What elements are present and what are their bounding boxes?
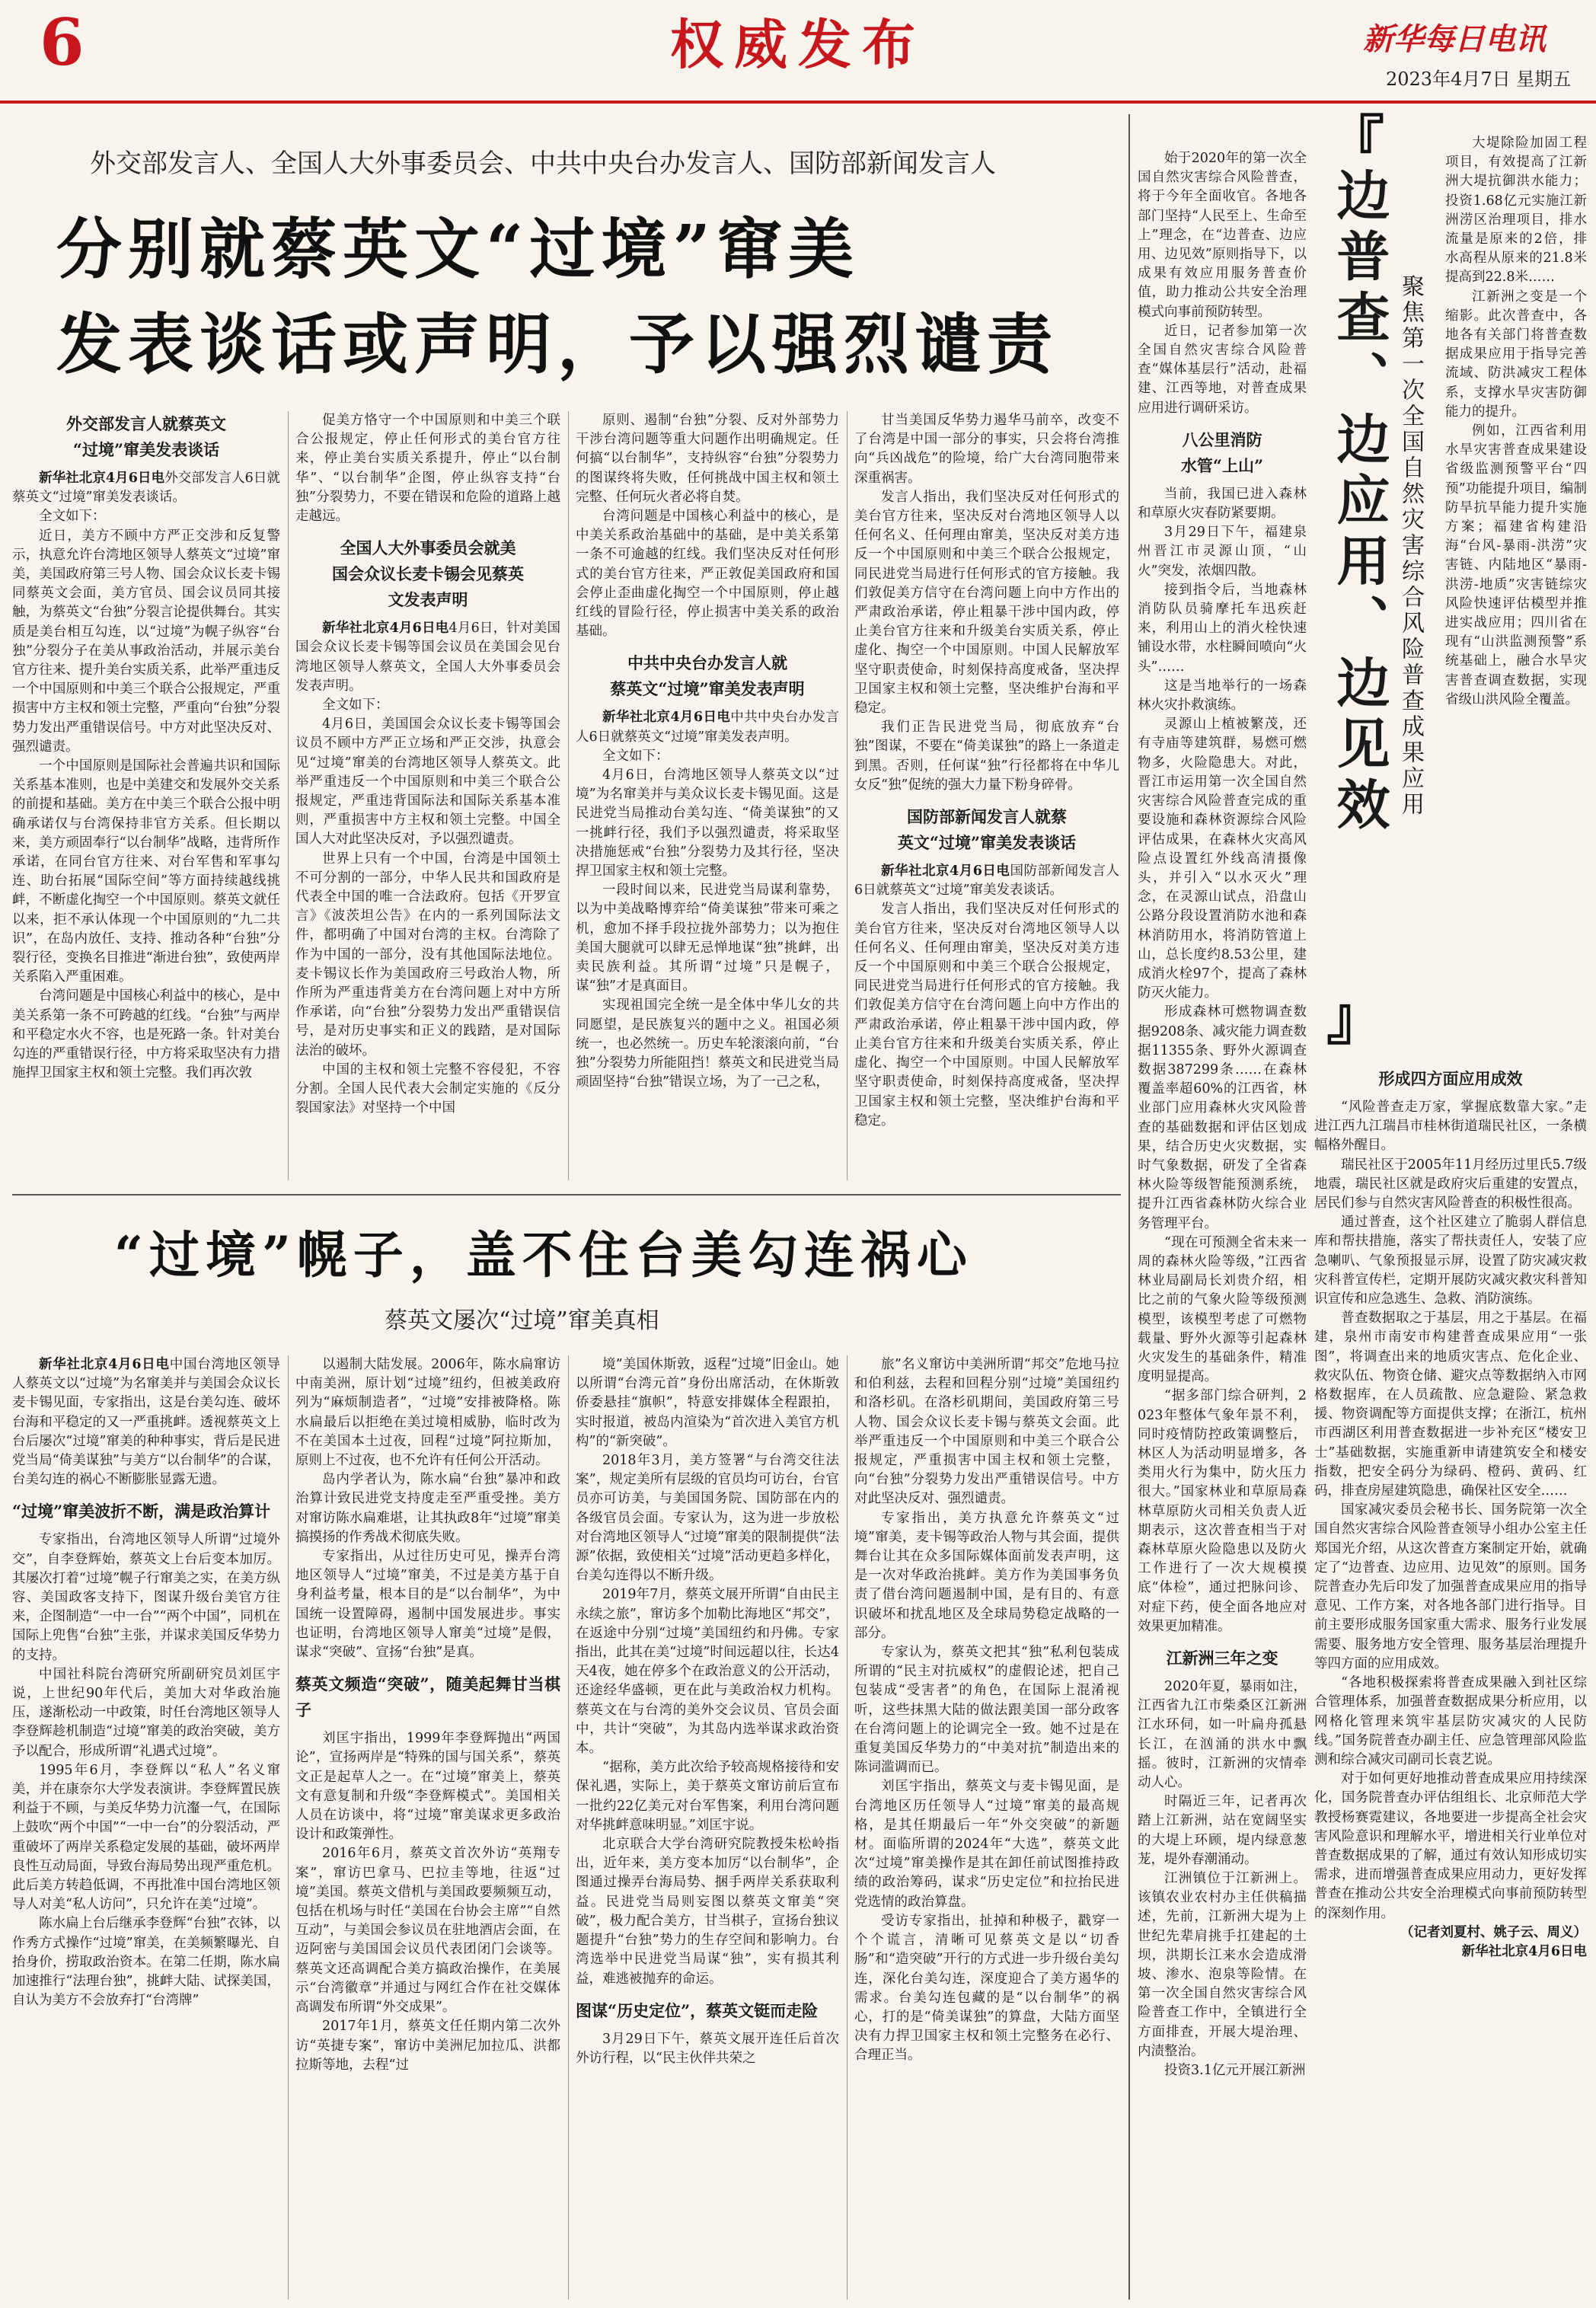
paragraph: 受访专家指出，扯掉和种极子，戳穿一个个谎言，清晰可见蔡英文是以“切香肠”和“造突破”开行的方式进一步升级台美勾连，深化台美勾连，深度迎合了美方遏华的需求。台美勾连包藏的是“以台制华”的祸心，打的是“倚美谋独”的算盘，大陆方面坚决有力捍卫国家主权和领土完整务在必行、合理正当。 [854, 1913, 1119, 2064]
dateline: 新华社北京4月6日电 [881, 864, 1010, 879]
sidebar-column-1 [1138, 149, 1307, 2300]
paragraph: 2019年7月，蔡英文展开所谓“自由民主永续之旅”，窜访多个加勒比海地区“邦交”，在返途中分别“过境”美国纽约和丹佛。专家指出，此其在美“过境”时间远超以往，长达4天4夜，她在停多个在政治意义的公开活动，还途经华盛顿，更在此与美政治权力机构。蔡英文在与台湾的美外交会议员、官员会面中，共计“突破”，为其岛内选举谋求政治资本。 [576, 1587, 839, 1757]
paragraph: 专家指出，从过往历史可见，操弄台湾地区领导人“过境”窜美，不过是美方基于自身利益考量，根本目的是“以台制华”，为中国统一设置障碍，遏制中国发展进步。事实也证明，台湾地区领导人窜美“过境”是假，谋求“突破”、宣扬“台独”是真。 [295, 1549, 560, 1661]
paragraph: 3月29日下午，蔡英文展开连任后首次外访行程，以“民主伙伴共荣之 [576, 2031, 839, 2066]
paragraph: 国家减灾委员会秘书长、国务院第一次全国自然灾害综合风险普查领导小组办公室主任郑国光介绍，从这次普查方案制定开始，就确定了“边普查、边应用、边见效”的原则。国务院普查办先后印发了加强普查成果应用的指导意见、工作方案，对各地各部门进行指导。目前主要形成服务国家重大需求、服务行业发展需要、服务地方安全管理、服务基层治理提升等四方面的应用成效。 [1314, 1502, 1587, 1671]
paragraph: 投资3.1亿元开展江新洲 [1164, 2063, 1306, 2079]
paragraph: 刘匡宇指出，1999年李登辉抛出“两国论”，宣扬两岸是“特殊的国与国关系”，蔡英文正是起草人之一。在“过境”窜美上，蔡英文有意复制和升级“李登辉模式”。美国相关人员在访谈中，将“过境”窜美谋求更多政治设计和政策弹性。 [295, 1731, 560, 1843]
paragraph: 世界上只有一个中国，台湾是中国领土不可分割的一部分，中华人民共和国政府是代表全中国的唯一合法政府。包括《开罗宣言》《波茨坦公告》在内的一系列国际法文件，都明确了中国对台湾的主权。台湾除了作为中国的一部分，没有其他国际法地位。麦卡锡议长作为美国政府三号政治人物，所作所为严重违背美方在台湾问题上对中方所作承诺，向“台独”分裂势力发出严重错误信号，是对历史事实和正义的践踏，是对国际法治的破坏。 [295, 851, 560, 1058]
story2-subhead-1: “过境”窜美波折不断，满是政治算计 [12, 1502, 271, 1521]
paragraph: 这是当地举行的一场森林火灾扑救演练。 [1138, 678, 1307, 713]
story-divider [12, 1194, 1121, 1195]
sidebar-column-2-lower [1314, 1066, 1587, 2300]
paragraph: 刘匡宇指出，蔡英文与麦卡锡见面，是台湾地区历任领导人“过境”窜美的最高规格，是其任期最后一年“外交突破”的新题材。面临所谓的2024年“大选”，蔡英文此次“过境”窜美操作是其在卸任前试图推持政绩的政治筹码，谋求“历史定位”和拉抬民进党选情的政治算盘。 [854, 1779, 1119, 1910]
sidebar-subtitle: 聚焦第一次全国自然灾害综合风险普查成果应用 [1397, 274, 1424, 818]
paragraph: 形成森林可燃物调查数据9208条、减灾能力调查数据11355条、野外火源调查数据387299条……在森林覆盖率超60%的江西省，林业部门应用森林火灾风险普查的基础数据和评估区划成果，结合历史火灾数据，实时气象数据，研发了全省森林火险等级智能预测系统，提升江西省森林防火综合业务管理平台。 [1138, 1004, 1307, 1231]
paragraph: 时隔近三年，记者再次踏上江新洲，站在宽阔坚实的大堤上环顾，堤内绿意葱茏，堤外春潮涌动。 [1138, 1794, 1307, 1867]
byline: （记者刘夏村、姚子云、周义） [1400, 1924, 1587, 1940]
story1-headline-line1: 分别就蔡英文“过境”窜美 [56, 211, 860, 288]
issue-date: 2023年4月7日 星期五 [1386, 69, 1572, 90]
sidebar-title: 边普查、边应用、边见效 [1328, 168, 1391, 838]
dateline: 新华社北京4月6日电 [1461, 1943, 1587, 1959]
paragraph: 3月29日下午，福建泉州晋江市灵源山顶，“山火”突发，浓烟四散。 [1138, 525, 1307, 579]
paragraph: 原则、遏制“台独”分裂、反对外部势力干涉台湾问题等重大问题作出明确规定。任何搞“以台制华”，支持纵容“台独”分裂势力的图谋终将失败，任何挑战中国主权和领土完整、任何玩火者必将自焚。 [576, 413, 839, 505]
story2-column-2 [295, 1355, 560, 2300]
story1-headline-line2: 发表谈话或声明，予以强烈谴责 [56, 306, 1058, 383]
paragraph: 普查数据取之于基层，用之于基层。在福建，泉州市南安市构建普查成果应用“一张图”，将调查出来的地质灾害点、危化企业、救灾队伍、物资仓储、避灾点等数据纳入市网格数据库，在人员疏散、应急避险、紧急救援、物资调配等方面提供支撑；在浙江，杭州市西湖区利用普查数据进一步补充区“楼安卫士”基础数据，实施重新申请建筑安全和楼安指数，把安全码分为绿码、橙码、黄码、红码，排查房屋建筑隐患，确保社区安全…… [1314, 1310, 1587, 1499]
paragraph: 灵源山上植被繁茂，还有寺庙等建筑群，易燃可燃物多，火险隐患大。对此，晋江市运用第一次全国自然灾害综合风险普查完成的重要设施和森林资源综合风险评估成果，在森林火灾高风险点设置红外线高清摄像头，并引入“以水灭火”理念，在灵源山试点，沿盘山公路分段设置消防水池和森林消防用水，将消防管道上山，总长度约8.53公里，建成消火栓97个，提高了森林防灭火能力。 [1138, 717, 1307, 1001]
subhead-line: 中共中央台办发言人就 [627, 653, 787, 673]
sidebar-column-2-upper [1445, 134, 1587, 1017]
sidebar-subhead-2: 江新洲三年之变 [1166, 1649, 1278, 1668]
story1-column-4 [854, 411, 1119, 1180]
story2-subhead-2: 蔡英文频造“突破”，随美起舞甘当棋子 [295, 1674, 560, 1720]
title-bracket-close: 』 [1326, 985, 1384, 1052]
paragraph: 岛内学者认为，陈水扁“台独”暴冲和政治算计致民进党支持度走至严重受挫。美方对窜访陈水扁难堪，让其执政8年“过境”窜美搞摸扬的作秀战术彻底失败。 [295, 1472, 560, 1545]
header-rule [0, 101, 1596, 104]
paragraph: 甘当美国反华势力遏华马前卒，改变不了台湾是中国一部分的事实，只会将台湾推向“兵凶战危”的险境，给广大台湾同胞带来深重祸害。 [854, 413, 1119, 486]
subhead-line: “过境”窜美发表谈话 [72, 440, 220, 459]
dateline-paragraph [576, 708, 839, 746]
dateline: 新华社北京4月6日电 [39, 471, 165, 486]
story1-column-2 [295, 411, 560, 1180]
story1-subhead-mnd [854, 804, 1119, 856]
story2-column-3 [576, 1355, 839, 2300]
paragraph: 近日，美方不顾中方严正交涉和反复警示，执意允许台湾地区领导人蔡英文“过境”窜美，美国政府第三号人物、国会众议长麦卡锡同蔡英文会面，美方官员、国会议员同其接触，为蔡英文“台独”分裂言论提供舞台。其实质是美台相互勾连，以“过境”为幌子纵容“台独”分裂分子在美从事政治活动，并展示美台官方往来、提升美台实质关系，此举严重违反一个中国原则和中美三个联合公报规定，严重损害中方主权和领土完整，严重向“台独”分裂势力发出严重错误信号。中方对此坚决反对、强烈谴责。 [12, 528, 280, 755]
paragraph: “现在可预测全省未来一周的森林火险等级，”江西省林业局副局长刘贵介绍，相比之前的气象火险等级预测模型，该模型考虑了可燃物载量、野外火源等引起森林火灾发生的基础条件，精准度明显提高。 [1138, 1234, 1307, 1385]
paragraph: 对于如何更好地推动普查成果应用持续深化，国务院普查办评估组组长、北京师范大学教授杨赛霓建议，各地要进一步提高全社会灾害风险意识和理解水平，增进相关行业单位对普查数据成果的了解，通过有效认知形成切实需求，进而增强普查成果应用动力，更好发挥普查在推动公共安全治理模式向事前预防转型的深刻作用。 [1314, 1771, 1587, 1921]
paragraph: 大堤除险加固工程项目，有效提高了江新洲大堤抗御洪水能力；投资1.68亿元实施江新洲涝区治理项目，排水流量是原来的2倍，排水高程从原来的21.8米提高到22.8米…… [1445, 136, 1587, 286]
dateline-paragraph [854, 862, 1119, 900]
dateline-paragraph [12, 1355, 280, 1489]
paragraph: 瑞民社区于2005年11月经历过里氏5.7级地震，瑞民社区就是政府灾后重建的安置点，居民们参与自然灾害风险普查的积极性很高。 [1314, 1157, 1587, 1211]
title-bracket-open: 『 [1326, 109, 1384, 177]
paragraph: 通过普查，这个社区建立了脆弱人群信息库和帮扶措施，落实了帮扶责任人，安装了应急喇叭、气象预报显示屏，设置了防灾减灾救灾科普宣传栏，定期开展防灾减灾救灾科普知识宣传和应急逃生、急救、消防演练。 [1314, 1215, 1587, 1307]
story2-headline: “过境”幌子，盖不住台美勾连祸心 [114, 1225, 973, 1285]
dateline-paragraph [12, 469, 280, 507]
story2-column-4 [854, 1355, 1119, 2300]
story1-subhead-tao [576, 650, 839, 702]
story2-subhead-3: 图谋“历史定位”，蔡英文铤而走险 [576, 2000, 819, 2020]
paragraph: 台湾问题是中国核心利益中的核心，是中美关系第一条不可跨越的红线。“台独”与两岸和平稳定水火不容，也是死路一条。针对美台勾连的严重错误行径，中方将采取坚决有力措施捍卫国家主权和领土完整。我们再次敦 [12, 988, 280, 1081]
paragraph: 发言人指出，我们坚决反对任何形式的美台官方往来，坚决反对台湾地区领导人以任何名义、任何理由窜美，坚决反对美方违反一个中国原则和中美三个联合公报规定，同民进党当局进行任何形式的官方接触。我们敦促美方信守在台湾问题上向中方作出的严肃政治承诺，停止粗暴干涉中国内政，停止美台官方往来和升级美台实质关系，停止虚化、掏空一个中国原则。中国人民解放军坚守职责使命，时刻保持高度戒备，坚决捍卫国家主权和领土完整，坚决维护台海和平稳定。 [854, 489, 1119, 717]
paragraph: 促美方恪守一个中国原则和中美三个联合公报规定，停止任何形式的美台官方往来，停止美台实质关系提升，停止“以台制华”、“以台制华”企图，停止纵容支持“台独”分裂势力，不要在错误和危险的道路上越走越远。 [295, 413, 560, 525]
paragraph: 专家认为，蔡英文把其“独”私利包装成所谓的“民主对抗威权”的虚假论述，把自己包装成“受害者”的角色，在国际上混淆视听，这些抹黑大陆的做法跟美国一部分政客在台湾问题上的论调完全一致。她不过是在重复美国反华势力的“中美对抗”制造出来的陈词滥调而已。 [854, 1645, 1119, 1776]
subhead-line: 国会众议长麦卡锡会见蔡英 [332, 564, 524, 584]
sidebar-subhead-1 [1138, 427, 1307, 479]
paragraph: 1995年6月，李登辉以“私人”名义窜美，并在康奈尔大学发表演讲。李登辉置民族利益于不顾，与美反华势力沆瀣一气，在国际上鼓吹“两个中国”“一中一台”的分裂活动，严重破坏了两岸关系稳定发展的基础，破坏两岸良性互动局面，导致台海局势出现严重危机。此后美方转趋低调，不再批准中国台湾地区领导人对美“私人访问”，只允许在美“过境”。 [12, 1762, 280, 1913]
paragraph: “各地积极探索将普查成果融入到社区综合管理体系，加强普查数据成果分析应用，以网格化管理来筑牢基层防灾减灾的人民防线。”国务院普查办副主任、应急管理部风险监测和综合减灾司副司长袁艺说。 [1314, 1675, 1587, 1767]
paragraph: 境”美国休斯敦，返程“过境”旧金山。她以所谓“台湾元首”身份出席活动，在休斯敦侨委悬挂“旗帜”，特意安排媒体全程跟拍，实时报道，被岛内渲染为“首次进入美官方机构”的“新突破”。 [576, 1357, 839, 1449]
paragraph: 全文如下： [322, 698, 389, 713]
paragraph: 近日，记者参加第一次全国自然灾害综合风险普查“媒体基层行”活动，赴福建、江西等地，对普查成果应用进行调研采访。 [1138, 323, 1307, 416]
section-title: 权威发布 [670, 13, 926, 76]
paragraph: 例如，江西省利用水旱灾害普查成果建设省级监测预警平台“四预”功能提升项目，编制防旱抗旱能力提升实施方案；福建省构建沿海“台风-暴雨-洪涝”灾害链、内陆地区“暴雨-洪涝-地质”灾害链综灾风险快速评估模型并推进实战应用；四川省在现有“山洪监测预警”系统基础上，融合水旱灾害普查调查数据，实现省级山洪风险全覆盖。 [1445, 423, 1587, 707]
paragraph: 接到指令后，当地森林消防队员骑摩托车迅疾赶来，利用山上的消火栓快速铺设水带，水柱瞬间喷向“火头”…… [1138, 582, 1307, 675]
dateline: 新华社北京4月6日电 [602, 710, 731, 726]
page-number: 6 [40, 5, 85, 80]
story1-column-3 [576, 411, 839, 1180]
paragraph: “据称，美方此次给予较高规格接待和安保礼遇，实际上，美于蔡英文窜访前后宣布一批约22亿美元对台军售案，利用台湾问题对华挑衅意味明显。”刘匡宇说。 [576, 1760, 839, 1833]
column-divider [288, 1355, 289, 2300]
story1-kicker: 外交部发言人、全国人大外事委员会、中共中央台办发言人、国防部新闻发言人 [90, 148, 996, 179]
paragraph-text: 4月6日，针对美国国会众议长麦卡锡等国会议员在美国会见台湾地区领导人蔡英文，全国人大外事委员会发表声明。 [295, 621, 560, 694]
paragraph-text: 国防部新闻发言人6日就蔡英文“过境”窜美发表谈话。 [854, 864, 1119, 899]
subhead-line: 国防部新闻发言人就蔡 [907, 807, 1067, 827]
paragraph: 实现祖国完全统一是全体中华儿女的共同愿望，是民族复兴的题中之义。祖国必须统一，也必然统一。历史车轮滚滚向前，“台独”分裂势力所能阻挡！蔡英文和民进党当局顽固坚持“台独”错误立场，为了一己之私， [576, 998, 839, 1090]
subhead-line: 八公里消防 [1182, 429, 1262, 449]
subhead-line: 蔡英文“过境”窜美发表声明 [610, 679, 805, 699]
paragraph: 北京联合大学台湾研究院教授朱松岭指出，近年来，美方变本加厉“以台制华”，企图通过操弄台海局势、捆手两岸关系获取利益。民进党当局则妄图以蔡英文窜美“突破”，极力配合美方，甘当棋子，宣扬台独议题提升“台独”势力的生存空间和影响力。台湾选举中民进党当局谋“独”，实有损其利益，难逃被抛弃的命运。 [576, 1837, 839, 1987]
paragraph: 全文如下： [602, 748, 669, 764]
paragraph: 旅”名义窜访中美洲所谓“邦交”危地马拉和伯利兹，去程和回程分别“过境”美国纽约和洛杉矶。在洛杉矶期间，美国政府第三号人物、国会众议长麦卡锡与蔡英文会面。此举严重违反一个中国原则和中美三个联合公报规定，严重损害中国主权和领土完整，向“台独”分裂势力发出严重错误信号。中方对此坚决反对、强烈谴责。 [854, 1357, 1119, 1507]
paper-logo: 新华每日电讯 [1363, 21, 1546, 57]
column-divider [568, 1355, 569, 2300]
paragraph: “风险普查走万家，掌握底数靠大家。”走进江西九江瑞昌市桂林街道瑞民社区，一条横幅格外醒目。 [1314, 1100, 1587, 1154]
paragraph: 中国社科院台湾研究所副研究员刘匡宇说，上世纪90年代后，美加大对华政治施压，遂渐松动一中政策，时任台湾地区领导人李登辉趁机制造“过境”窜美的政治突破，美方予以配合，形成所谓“礼遇式过境”。 [12, 1666, 280, 1759]
paragraph: 中国的主权和领土完整不容侵犯，不容分割。全国人民代表大会制定实施的《反分裂国家法》对坚持一个中国 [295, 1061, 560, 1116]
paragraph: 台湾问题是中国核心利益中的核心，是中美关系政治基础中的基础，是中美关系第一条不可逾越的红线。我们坚决反对任何形式的美台官方往来，严正敦促美国政府和国会停止歪曲虚化掏空一个中国原则，停止越红线的冒险行径，停止损害中美关系的政治基础。 [576, 509, 839, 640]
story1-subhead-mfa [12, 411, 280, 463]
paragraph-text: 外交部发言人6日就蔡英文“过境”窜美发表谈话。 [12, 471, 280, 506]
story1-subhead-npc [295, 535, 560, 613]
story2-column-1 [12, 1355, 280, 2300]
paragraph-text: 中国台湾地区领导人蔡英文以“过境”为名窜美并与美国会众议长麦卡锡见面，专家指出，这是台美勾连、破坏台海和平稳定的又一严重挑衅。透视蔡英文上台后屡次“过境”窜美的种种事实，背后是民进党当局“倚美谋独”与美方“以台制华”的合谋，台美勾连的祸心不断膨胀显露无遗。 [12, 1357, 280, 1488]
paragraph: 始于2020年的第一次全国自然灾害综合风险普查，将于今年全面收官。各地各部门坚持“人民至上、生命至上”理念，在“边普查、边应用、边见效”原则指导下，以成果有效应用服务普查价值，助力推动公共安全治理模式向事前预防转型。 [1138, 151, 1307, 320]
subhead-line: 全国人大外事委员会就美 [340, 538, 516, 558]
column-divider [568, 411, 569, 1180]
paragraph: 4月6日，美国国会众议长麦卡锡等国会议员不顾中方严正立场和严正交涉，执意会见“过境”窜美的台湾地区领导人蔡英文。此举严重违反一个中国原则和中美三个联合公报规定，严重违背国际法和国际关系基本准则，严重损害中方主权和领土完整。中国全国人大对此坚决反对，予以强烈谴责。 [295, 717, 560, 848]
paragraph: 2016年6月，蔡英文首次外访“英翔专案”，窜访巴拿马、巴拉圭等地，往返“过境”美国。蔡英文借机与美国政要频频互动，包括在机场与时任“美国在台协会主席”“自然互动”，与美国会参议员在驻地酒店会面，在迈阿密与美国国会议员代表团闭门会谈等。蔡英文还高调配合美方搞政治操作，在美展示“台湾徽章”并通过与网红合作在社交媒体高调发布所谓“外交成果”。 [295, 1846, 560, 2016]
sidebar-divider [1128, 114, 1130, 2300]
paragraph-text: 中共中央台办发言人6日就蔡英文“过境”窜美发表声明。 [576, 710, 839, 745]
paragraph: 2017年1月，蔡英文任任期内第二次外访“英捷专案”，窜访中美洲尼加拉瓜、洪都拉斯等地，去程“过 [295, 2019, 560, 2073]
paragraph: “据多部门综合研判，2023年整体气象年景不利，同时疫情防控政策调整后，林区人为活动明显增多，各类用火行为集中，防火压力很大。”国家林业和草原局森林草原防火司相关负责人近期表示，这次普查相当于对森林草原火险隐患以及防火工作进行了一次大规模摸底“体检”，通过把脉问诊、对症下药，使全面各地应对效果更加精准。 [1138, 1388, 1307, 1634]
subhead-line: 文发表声明 [388, 590, 468, 610]
paragraph: 江新洲之变是一个缩影。此次普查中，各地各有关部门将普查数据成果应用于指导完善流域、防洪减灾工程体系，支撑水旱灾害防御能力的提升。 [1445, 289, 1587, 420]
paragraph: 陈水扁上台后继承李登辉“台独”衣钵，以作秀方式操作“过境”窜美，在美频繁曝光、自抬身价，捞取政治资本。在第二任期，陈水扁加速推行“法理台独”，挑衅大陆、试探美国，自认为美方不会放弃打“台湾牌” [12, 1916, 280, 2009]
paragraph: 2018年3月，美方签署“与台湾交往法案”，规定美所有层级的官员均可访台，台官员亦可访美，与美国国务院、国防部在内的各级官员会面。专家认为，这为进一步放松对台湾地区领导人“过境”窜美的限制提供“法源”依据，致使相关“过境”活动更趋多样化，台美勾连得以不断升级。 [576, 1453, 839, 1584]
subhead-line: 英文“过境”窜美发表谈话 [897, 833, 1077, 853]
dateline: 新华社北京4月6日电 [322, 621, 449, 637]
subhead-line: 水管“上山” [1180, 455, 1264, 475]
story2-subtitle: 蔡英文屡次“过境”窜美真相 [385, 1307, 659, 1334]
sidebar-subhead-3: 形成四方面应用成效 [1378, 1069, 1523, 1088]
dateline: 新华社北京4月6日电 [39, 1357, 170, 1372]
column-divider [288, 411, 289, 1180]
paragraph: 发言人指出，我们坚决反对任何形式的美台官方往来，坚决反对台湾地区领导人以任何名义、任何理由窜美，坚决反对美方违反一个中国原则和中美三个联合公报规定，同民进党当局进行任何形式的官方接触。我们敦促美方信守在台湾问题上向中方作出的严肃政治承诺，停止粗暴干涉中国内政，停止美台官方往来和升级美台实质关系，停止虚化、掏空一个中国原则。中国人民解放军坚守职责使命，时刻保持高度戒备，坚决捍卫国家主权和领土完整，坚决维护台海和平稳定。 [854, 902, 1119, 1128]
paragraph: 当前，我国已进入森林和草原火灾春防紧要期。 [1138, 486, 1307, 522]
paragraph: 2020年夏，暴雨如注，江西省九江市柴桑区江新洲江水环伺，如一叶扁舟孤悬长江，在汹涌的洪水中飘摇。彼时，江新洲的灾情牵动人心。 [1138, 1679, 1307, 1791]
subhead-line: 外交部发言人就蔡英文 [66, 414, 226, 433]
paragraph: 一个中国原则是国际社会普遍共识和国际关系基本准则，也是中美建交和发展外交关系的前提和基础。美方在中美三个联合公报中明确承诺仅与台湾保持非官方关系。但长期以来，美方顽固奉行“以台制华”战略，违背所作承诺，在同台官方往来、对台军售和军事勾连、助台拓展“国际空间”等方面持续越线挑衅，不断虚化掏空一个中国原则。蔡英文就任以来，拒不承认体现一个中国原则的“九二共识”，在岛内放任、支持、推动各种“台独”分裂行径，变换名目推进“渐进台独”，致使两岸关系陷入严重困难。 [12, 758, 280, 985]
paragraph: 4月6日，台湾地区领导人蔡英文以“过境”为名窜美并与美众议长麦卡锡见面。这是民进党当局推动台美勾连、“倚美谋独”的又一挑衅行径，我们予以强烈谴责，将采取坚决措施惩戒“台独”分裂势力及其行径，坚决捍卫国家主权和领土完整。 [576, 768, 839, 879]
paragraph: 我们正告民进党当局，彻底放弃“台独”图谋，不要在“倚美谋独”的路上一条道走到黑。否则，任何谋“独”行径都将在中华儿女反“独”促统的强大力量下粉身碎骨。 [854, 720, 1119, 793]
paragraph: 全文如下： [39, 509, 106, 525]
paragraph: 专家指出，台湾地区领导人所谓“过境外交”，自李登辉始，蔡英文上台后变本加厉。其屡次打着“过境”幌子行窜美之实，在美方纵容、美国政客支持下，图谋升级台美官方往来，企图制造“一中一台”“两个中国”，同机在国际上兜售“台独”主张，并谋求美国反华势力的支持。 [12, 1532, 280, 1663]
paragraph: 江洲镇位于江新洲上。该镇农业农村办主任供稿描述，先前，江新洲大堤为上世纪先辈肩挑手扛建起的土坝，洪期长江来水会造成滑坡、渗水、泡泉等险情。在第一次全国自然灾害综合风险普查工作中，全镇进行全方面排查，开展大堤治理、内渍整治。 [1138, 1871, 1307, 2059]
paragraph: 一段时间以来，民进党当局谋利靠势，以为中美战略博弈给“倚美谋独”带来可乘之机，愈加不择手段拉拢外部势力；以为抱住美国大腿就可以肆无忌惮地谋“独”挑衅，出卖民族利益。其所谓“过境”只是幌子，谋“独”才是真面目。 [576, 883, 839, 994]
paragraph: 专家指出，美方执意允许蔡英文“过境”窜美，麦卡锡等政治人物与其会面，提供舞台让其在众多国际媒体面前发表声明，这是一次对华政治挑衅。美方作为美国事务负责了借台湾问题遏制中国，是有目的、有意识破坏和扰乱地区及全球局势稳定战略的一部分。 [854, 1510, 1119, 1641]
paragraph: 以遏制大陆发展。2006年，陈水扁窜访中南美洲，原计划“过境”纽约，但被美政府列为“麻烦制造者”，“过境”安排被降格。陈水扁最后以拒绝在美过境相威胁，临时改为不在美国本土过夜，回程“过境”阿拉斯加，原则上不过夜，也不允许有任何公开活动。 [295, 1357, 560, 1469]
story1-column-1 [12, 411, 280, 1180]
dateline-paragraph [295, 619, 560, 696]
